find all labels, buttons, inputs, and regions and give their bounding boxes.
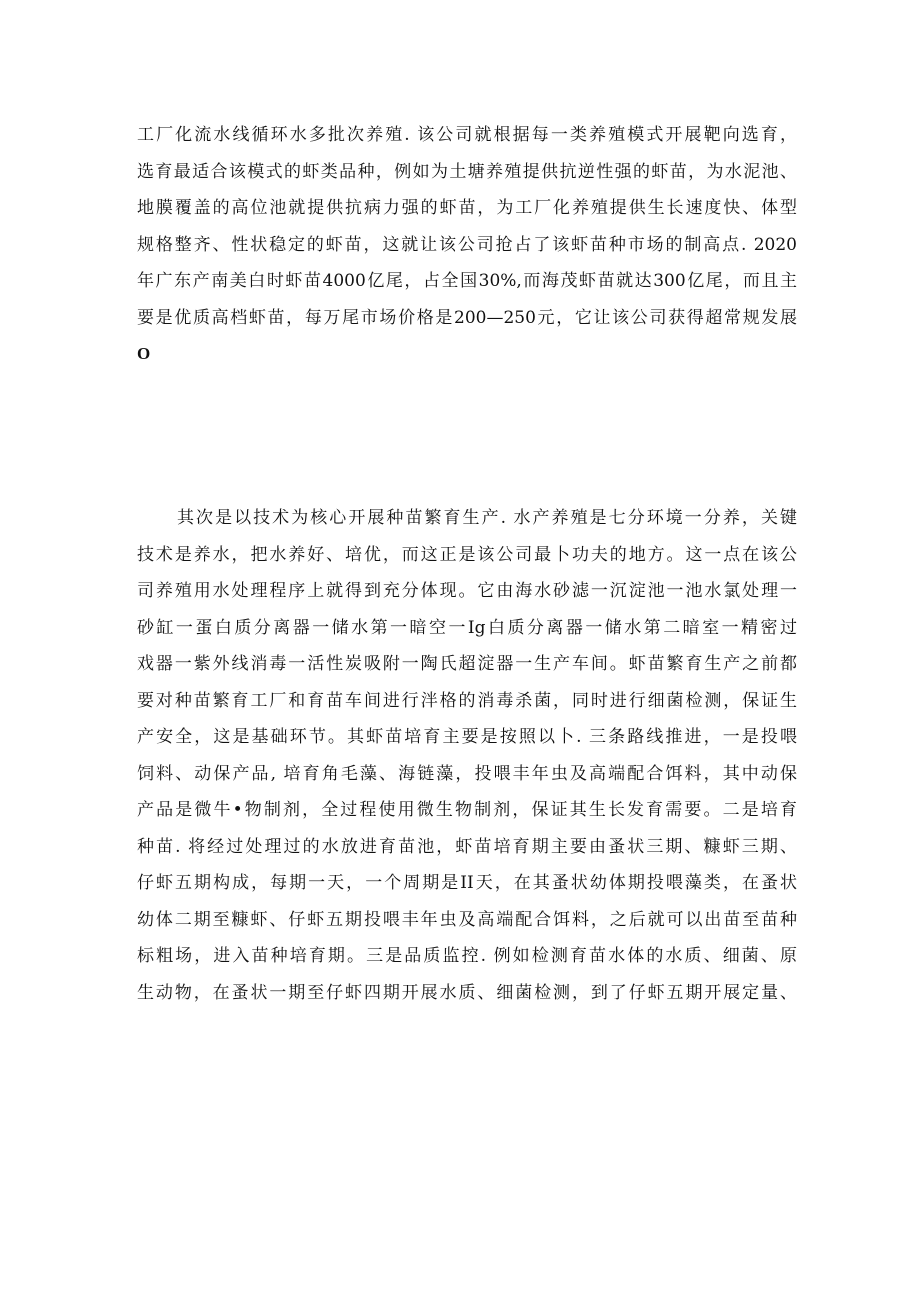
text-line: 饲料、动保产品, 培育角毛藻、海链藻，投喂丰年虫及高端配合饵料，其中动保 [137, 763, 797, 784]
paragraph-breeding-models [137, 117, 797, 373]
text-line: 幼体二期至糠虾、仔虾五期投喂丰年虫及高端配合饵料，之后就可以出苗至苗种 [137, 909, 797, 930]
text-line: 年广东产南美白时虾苗4000亿尾，占全国30%,而海茂虾苗就达300亿尾，而且主 [137, 271, 797, 291]
text-line: 仔虾五期构成，每期一天，一个周期是II天，在其蚤状幼体期投喂藻类，在蚤状 [137, 873, 797, 893]
text-line: 砂缸一蛋白质分离器一储水第一暗空一Ig白质分离器一储水第二暗室一精密过 [137, 617, 797, 638]
text-line: 司养殖用水处理程序上就得到充分体现。它由海水砂滤一沉淀池一池水氯处理一 [137, 581, 797, 601]
text-line: 戏器一紫外线消毒一活性炭吸附一陶氏超淀器一生产车间。虾苗繁育生产之前都 [137, 654, 797, 674]
text-line: 产品是微牛•物制剂，全过程使用微生物制剂，保证其生长发育需要。二是培育 [137, 800, 797, 820]
text-line: 种苗. 将经过处理过的水放进育苗池，虾苗培育期主要由蚤状三期、糠虾三期、 [137, 836, 797, 857]
text-line: 地膜覆盖的高位池就提供抗病力强的虾苗，为工厂化养殖提供生长速度快、体型 [137, 198, 797, 218]
text-line: 规格整齐、性状稳定的虾苗，这就让该公司抢占了该虾苗种市场的制高点. 2020 [137, 234, 797, 255]
text-line: 要是优质高档虾苗，每万尾市场价格是200—250元，它让该公司获得超常规发展 [137, 307, 797, 328]
text-line: 其次是以技术为核心开展种苗繁育生产. 水产养殖是七分环境一分养，关键 [177, 508, 797, 528]
text-line: 选育最适合该模式的虾类品种，例如为土塘养殖提供抗逆性强的虾苗，为水泥池、 [137, 161, 797, 182]
text-line: O [137, 344, 151, 363]
text-line: 要对种苗繁育工厂和育苗车间进行泮格的消毒杀菌，同时进行细菌检测，保证生 [137, 690, 797, 711]
text-line: 技术是养水，把水养好、培优，而这正是该公司最卜功夫的地方。这一点在该公 [137, 544, 797, 565]
paragraph-technology-core [137, 500, 797, 1011]
text-line: 生动物，在蚤状一期至仔虾四期开展水质、细菌检测，到了仔虾五期开展定量、 [137, 982, 797, 1003]
text-line: 标粗场，进入苗种培育期。三是品质监控. 例如检测育苗水体的水质、细菌、原 [137, 946, 797, 966]
text-line: 工厂化流水线循环水多批次养殖. 该公司就根据每一类养殖模式开展靶向选育， [137, 125, 797, 145]
text-line: 产安全，这是基础环节。其虾苗培育主要是按照以卜. 三条路线推进，一是投喂 [137, 727, 797, 747]
